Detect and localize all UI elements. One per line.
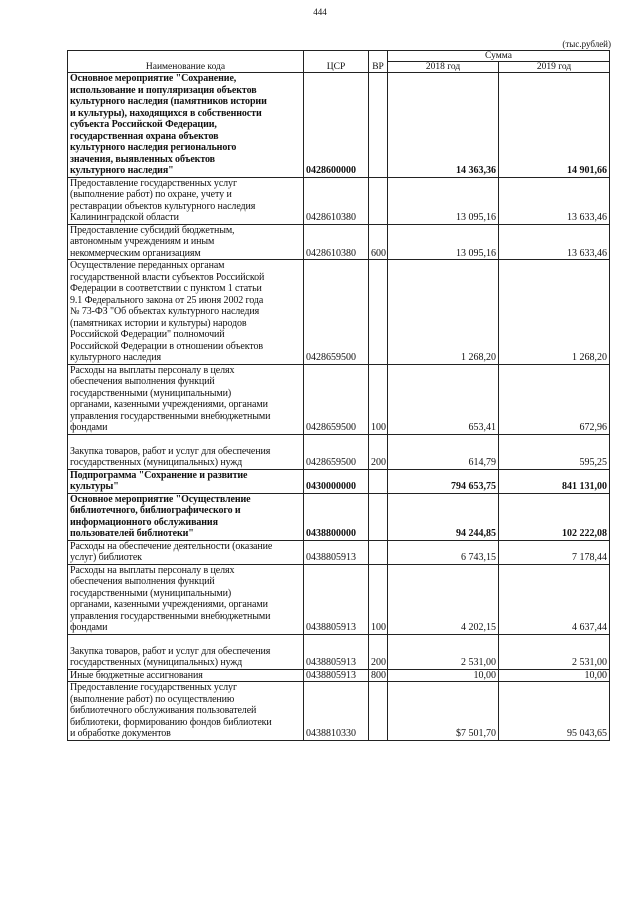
row-vr (369, 73, 388, 178)
row-name (68, 434, 304, 469)
row-name (68, 493, 304, 540)
budget-table (67, 50, 610, 741)
row-name-line: культурного наследия регионального (70, 142, 237, 153)
row-name-line: культурного наследия (70, 352, 161, 363)
row-vr (369, 493, 388, 540)
row-sum-2019: 1 268,20 (499, 260, 610, 365)
row-name-line: Закупка товаров, работ и услуг для обеспечения (70, 445, 271, 457)
row-csr: 0438805913 (304, 669, 369, 682)
row-vr (369, 260, 388, 365)
row-name (68, 224, 304, 260)
row-sum-2018: 94 244,85 (388, 493, 499, 540)
row-name-line: Подпрограмма "Сохранение и развитие (70, 469, 248, 481)
row-name-line: Осуществление переданных органам (70, 260, 225, 271)
row-sum-2018: $7 501,70 (388, 682, 499, 741)
row-name-line: управления государственными внебюджетными (70, 410, 271, 422)
row-name (68, 564, 304, 634)
row-sum-2019: 14 901,66 (499, 73, 610, 178)
row-sum-2019: 13 633,46 (499, 224, 610, 260)
table-row (68, 364, 610, 434)
row-sum-2018: 10,00 (388, 669, 499, 682)
row-vr: 200 (369, 434, 388, 469)
row-csr: 0438805913 (304, 564, 369, 634)
row-name-line: № 73-ФЗ "Об объектах культурного наследия (70, 306, 260, 317)
row-name-line: субъекта Российской Федерации, (70, 119, 217, 130)
row-name-line: управления государственными внебюджетными (70, 610, 271, 622)
row-name-line: Расходы на обеспечение деятельности (оказание (70, 540, 273, 552)
table-row (68, 177, 610, 224)
row-name (68, 634, 304, 669)
row-sum-2018: 13 095,16 (388, 177, 499, 224)
row-name-line: государственных (муниципальных) нужд (70, 657, 243, 668)
row-name-line: библиотечного обслуживания пользователей (70, 705, 257, 716)
row-name-line: Российской Федерации" полномочий (70, 329, 225, 340)
row-name-line: использование и популяризация объектов (70, 84, 257, 96)
row-csr: 0428600000 (304, 73, 369, 178)
header-2018: 2018 год (388, 62, 499, 73)
row-name (68, 669, 304, 682)
row-vr: 600 (369, 224, 388, 260)
row-name-line: информационного обслуживания (70, 516, 218, 528)
row-csr: 0438810330 (304, 682, 369, 741)
table-row (68, 73, 610, 178)
row-csr: 0438800000 (304, 493, 369, 540)
row-name-line: и обработке документов (70, 728, 171, 739)
row-name-line: 9.1 Федерального закона от 25 июня 2002 года (70, 294, 264, 306)
row-name-line: государственная охрана объектов (70, 130, 219, 142)
table-row (68, 469, 610, 493)
row-name-line: государственной власти субъектов Российской (70, 271, 265, 283)
row-name-line: обеспечения выполнения функций (70, 376, 215, 387)
row-name (68, 364, 304, 434)
row-sum-2019: 102 222,08 (499, 493, 610, 540)
row-name-line: государственными (муниципальными) (70, 387, 232, 399)
units-label: (тыс.рублей) (562, 39, 611, 49)
row-name-line: Калининградской области (70, 212, 179, 223)
row-sum-2018: 794 653,75 (388, 469, 499, 493)
table-row (68, 493, 610, 540)
row-name-line: Предоставление государственных услуг (70, 177, 237, 189)
row-name-line: значения, выявленных объектов (70, 153, 215, 165)
row-csr: 0428610380 (304, 224, 369, 260)
row-name-line: Основное мероприятие "Осуществление (70, 493, 251, 505)
table-row (68, 540, 610, 564)
table-row (68, 669, 610, 682)
table-row (68, 434, 610, 469)
row-name (68, 540, 304, 564)
table-row (68, 564, 610, 634)
row-sum-2019: 2 531,00 (499, 634, 610, 669)
row-name-line: и культуры), находящихся в собственности (70, 107, 262, 119)
row-name-line: органами, казенными учреждениями, органами (70, 399, 268, 410)
row-vr: 200 (369, 634, 388, 669)
table-row (68, 260, 610, 365)
table-body (68, 73, 610, 741)
row-vr (369, 469, 388, 493)
row-name (68, 260, 304, 365)
row-sum-2019: 841 131,00 (499, 469, 610, 493)
row-vr: 100 (369, 364, 388, 434)
header-name: Наименование кода (68, 51, 304, 73)
row-name-line: Предоставление субсидий бюджетным, (70, 224, 235, 236)
row-name-line: Расходы на выплаты персоналу в целях (70, 564, 235, 576)
page-number: 444 (313, 7, 327, 17)
row-name-line: Федерации в соответствии с пунктом 1 статьи (70, 283, 262, 294)
row-name-line: библиотеки, формированию фондов библиотеки (70, 716, 272, 728)
table-row (68, 634, 610, 669)
row-sum-2019: 13 633,46 (499, 177, 610, 224)
row-sum-2019: 10,00 (499, 669, 610, 682)
row-name-line: Предоставление государственных услуг (70, 682, 237, 693)
header-vr: ВР (369, 51, 388, 73)
row-name (68, 177, 304, 224)
header-2019: 2019 год (499, 62, 610, 73)
row-vr (369, 682, 388, 741)
row-name-line: реставрации объектов культурного наследия (70, 200, 256, 212)
row-name-line: культуры" (70, 481, 119, 492)
row-name (68, 73, 304, 178)
row-name-line: обеспечения выполнения функций (70, 576, 215, 587)
row-name-line: Российской Федерации в отношении объектов (70, 340, 264, 352)
row-name-line: автономным учреждениям и иным (70, 236, 215, 247)
row-sum-2019: 4 637,44 (499, 564, 610, 634)
table-header (68, 51, 610, 73)
row-sum-2018: 14 363,36 (388, 73, 499, 178)
row-name-line: (выполнение работ) по осуществлению (70, 693, 235, 705)
row-csr: 0430000000 (304, 469, 369, 493)
row-csr: 0428659500 (304, 364, 369, 434)
row-vr (369, 540, 388, 564)
row-sum-2018: 614,79 (388, 434, 499, 469)
header-csr: ЦСР (304, 51, 369, 73)
row-name (68, 469, 304, 493)
row-sum-2018: 653,41 (388, 364, 499, 434)
row-csr: 0428659500 (304, 434, 369, 469)
row-name-line: государственными (муниципальными) (70, 587, 232, 599)
row-vr: 800 (369, 669, 388, 682)
row-sum-2019: 7 178,44 (499, 540, 610, 564)
row-name-line: культурного наследия" (70, 165, 174, 176)
row-name-line: пользователей библиотеки" (70, 528, 194, 539)
row-sum-2019: 595,25 (499, 434, 610, 469)
row-name-line: Закупка товаров, работ и услуг для обеспечения (70, 645, 271, 657)
row-sum-2019: 672,96 (499, 364, 610, 434)
row-vr (369, 177, 388, 224)
row-sum-2018: 4 202,15 (388, 564, 499, 634)
table-row (68, 682, 610, 741)
row-name-line: Расходы на выплаты персоналу в целях (70, 364, 235, 376)
row-sum-2018: 13 095,16 (388, 224, 499, 260)
row-name-line: государственных (муниципальных) нужд (70, 457, 243, 468)
row-name-line: (выполнение работ) по охране, учету и (70, 189, 232, 200)
row-name-line: библиотечного, библиографического и (70, 505, 241, 516)
row-name-line: Основное мероприятие "Сохранение, (70, 73, 237, 84)
row-name-line: органами, казенными учреждениями, органами (70, 599, 268, 610)
row-csr: 0438805913 (304, 634, 369, 669)
row-csr: 0428610380 (304, 177, 369, 224)
row-vr: 100 (369, 564, 388, 634)
row-sum-2018: 6 743,15 (388, 540, 499, 564)
row-name-line: фондами (70, 422, 108, 433)
row-name-line: некоммерческим организациям (70, 247, 201, 259)
row-csr: 0428659500 (304, 260, 369, 365)
row-csr: 0438805913 (304, 540, 369, 564)
row-sum-2019: 95 043,65 (499, 682, 610, 741)
header-sum: Сумма (388, 51, 610, 62)
row-name-line: (памятниках истории и культуры) народов (70, 317, 247, 329)
row-name (68, 682, 304, 741)
row-sum-2018: 2 531,00 (388, 634, 499, 669)
row-name-line: культурного наследия (памятников истории (70, 96, 267, 107)
row-sum-2018: 1 268,20 (388, 260, 499, 365)
row-name-line: услуг) библиотек (70, 552, 142, 563)
row-name-line: Иные бюджетные ассигнования (70, 669, 203, 681)
row-name-line: фондами (70, 622, 108, 633)
table-row (68, 224, 610, 260)
